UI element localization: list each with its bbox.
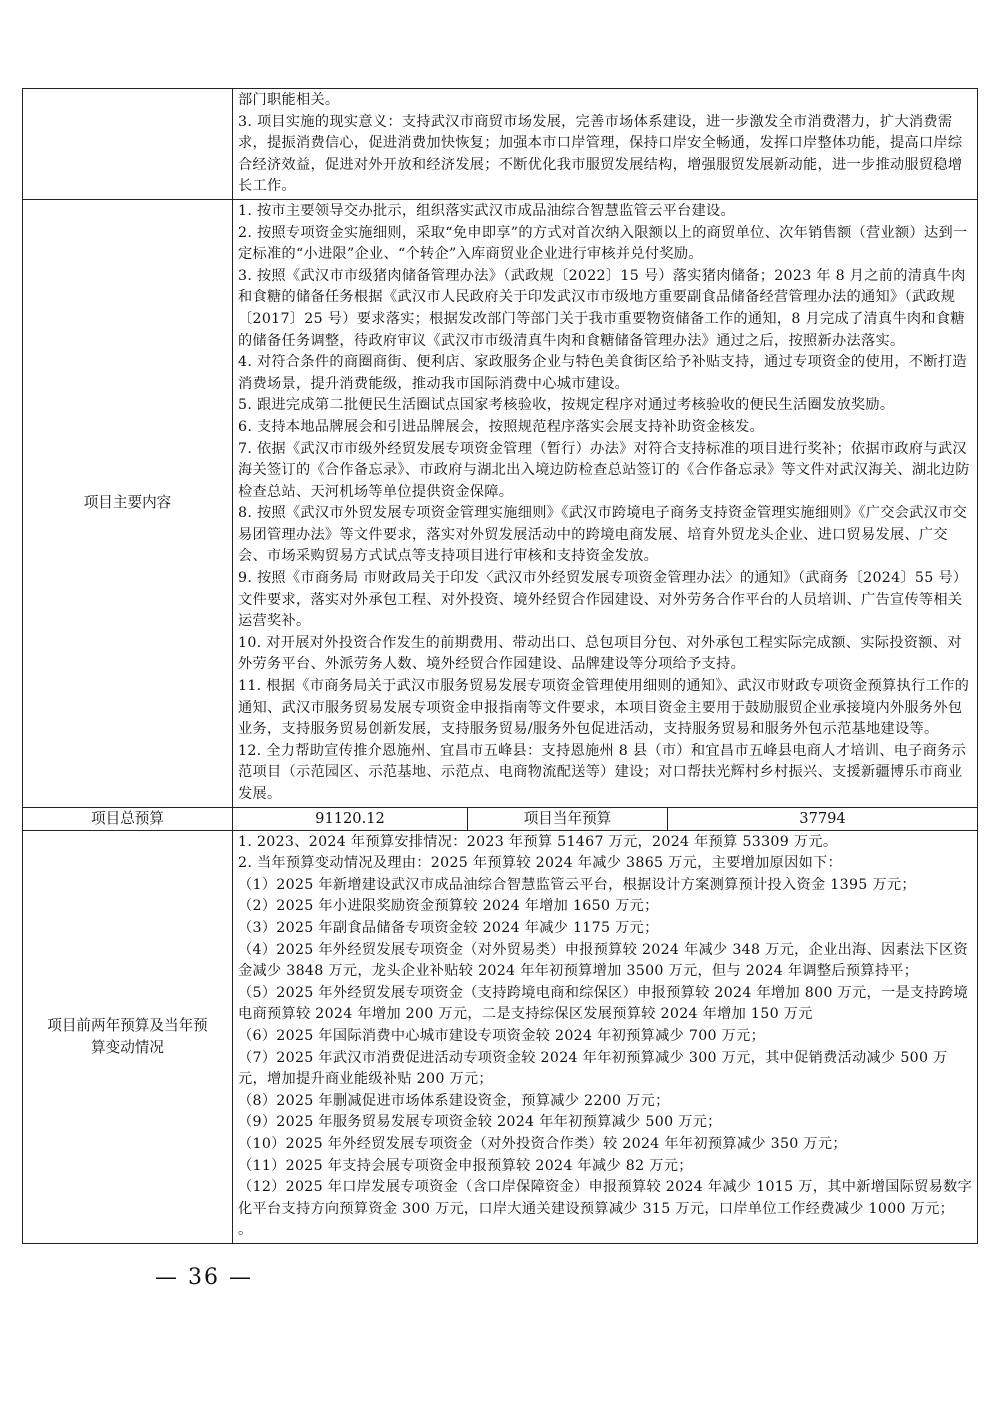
budget-changes-label: 项目前两年预算及当年预算变动情况 [23, 830, 233, 1243]
content-item: 9. 按照《市商务局 市财政局关于印发〈武汉市外经贸发展专项资金管理办法〉的通知》（武商务〔2024〕55 号）文件要求，落实对外承包工程、对外投资、境外经贸合作园建设、对外劳务合作平台的人员培训、广告宣传等相关运营奖补。 [238, 570, 968, 630]
content-item: 12. 全力帮助宣传推介恩施州、宜昌市五峰县：支持恩施州 8 县（市）和宜昌市五峰县电商人才培训、电子商务示范项目（示范园区、示范基地、示范点、电商物流配送等）建设；对口帮扶光辉村乡村振兴、支援新疆博乐市商业发展。 [238, 742, 967, 802]
content-item: 6. 支持本地品牌展会和引进品牌展会，按照规范程序落实会展支持补助资金核发。 [238, 418, 765, 435]
main-content-cell [233, 199, 978, 807]
main-content-label: 项目主要内容 [23, 199, 233, 807]
change-item: （5）2025 年外经贸发展专项资金（支持跨境电商和综保区）申报预算较 2024 年增加 800 万元，一是支持跨境电商预算较 2024 年增加 200 万元，二是支持综保区发展预算较 2024 年增加 150 万元 [238, 984, 968, 1023]
budget-row [23, 807, 978, 830]
change-item: （2）2025 年小进限奖励资金预算较 2024 年增加 1650 万元； [238, 898, 659, 915]
content-item: 5. 跟进完成第二批便民生活圈试点国家考核验收，按规定程序对通过考核验收的便民生活圈发放奖励。 [238, 397, 895, 414]
content-item: 8. 按照《武汉市外贸发展专项资金管理实施细则》《武汉市跨境电子商务支持资金管理实施细则》《广交会武汉市交易团管理办法》等文件要求，落实对外贸发展活动中的跨境电商发展、培育外贸龙头企业、进口贸易发展、广交会、市场采购贸易方式试点等支持项目进行审核和支持资金发放。 [238, 505, 968, 565]
significance-line: 部门职能相关。 [238, 92, 340, 108]
content-item: 1. 按市主要领导交办批示，组织落实武汉市成品油综合智慧监管云平台建设。 [238, 202, 736, 219]
page-number: — 36 — [155, 1265, 253, 1290]
content-item: 11. 根据《市商务局关于武汉市服务贸易发展专项资金管理使用细则的通知》、武汉市财政专项资金预算执行工作的通知、武汉市服务贸易发展专项资金申报指南等文件要求，本项目资金主要用于鼓励服贸企业承接境内外服务外包业务，支持服务贸易创新发展，支持服务贸易/服务外包促进活动，支持服务贸易和服务外包示范基地建设等。 [238, 678, 970, 738]
change-item: （8）2025 年删减促进市场体系建设资金，预算减少 2200 万元； [238, 1092, 670, 1109]
change-item: （4）2025 年外经贸发展专项资金（对外贸易类）申报预算较 2024 年减少 348 万元，企业出海、因素法下区资金减少 3848 万元，龙头企业补贴较 2024 年年初预算增加 3500 万元，但与 2024 年调整后预算持平； [238, 941, 968, 980]
change-item: （3）2025 年副食品储备专项资金较 2024 年减少 1175 万元； [238, 919, 659, 936]
significance-content-cell [233, 89, 978, 200]
content-item: 3. 按照《武汉市市级猪肉储备管理办法》（武政规〔2022〕15 号）落实猪肉储备；2023 年 8 月之前的清真牛肉和食糖的储备任务根据《武汉市人民政府关于印发武汉市市级地方重要副食品储备经营管理办法的通知》（武政规〔2017〕25 号）要求落实；根据发改部门等部门关于我市重要物资储备工作的通知，8 月完成了清真牛肉和食糖的储备任务调整，待政府审议《武汉市市级清真牛肉和食糖储备管理办法》通过之后，按照新办法落实。 [238, 267, 966, 349]
change-item: 2. 当年预算变动情况及理由：2025 年预算较 2024 年减少 3865 万元，主要增加原因如下： [238, 855, 843, 872]
content-item: 10. 对开展对外投资合作发生的前期费用、带动出口、总包项目分包、对外承包工程实际完成额、实际投资额、对外劳务平台、外派劳务人数、境外经贸合作园建设、品牌建设等分项给予支持。 [238, 634, 962, 673]
change-item: 1. 2023、2024 年预算安排情况：2023 年预算 51467 万元，2024 年预算 53309 万元。 [238, 833, 838, 850]
budget-changes-row [23, 830, 978, 1243]
significance-row [23, 89, 978, 200]
total-budget-label: 项目总预算 [23, 807, 233, 830]
total-budget-value: 91120.12 [233, 807, 468, 830]
change-item: （12）2025 年口岸发展专项资金（含口岸保障资金）申报预算较 2024 年减少 1015 万，其中新增国际贸易数字化平台支持方向预算资金 300 万元，口岸大通关建设预算减少 315 万元，口岸单位工作经费减少 1000 万元； [238, 1179, 973, 1217]
change-item: （6）2025 年国际消费中心城市建设专项资金较 2024 年初预算减少 700 万元； [238, 1027, 766, 1044]
significance-line: 3. 项目实施的现实意义：支持武汉市商贸市场发展，完善市场体系建设，进一步激发全市消费潜力，扩大消费需求，提振消费信心，促进消费加快恢复；加强本市口岸管理，保持口岸安全畅通，发挥口岸整体功能，提高口岸综合经济效益，促进对外开放和经济发展；不断优化我市服贸发展结构，增强服贸发展新动能，进一步推动服贸稳增长工作。 [238, 113, 963, 195]
change-item: （10）2025 年外经贸发展专项资金（对外投资合作类）较 2024 年年初预算减少 350 万元； [238, 1135, 847, 1152]
significance-label-cell [23, 89, 233, 200]
current-budget-value: 37794 [668, 807, 978, 830]
change-item: （9）2025 年服务贸易发展专项资金较 2024 年年初预算减少 500 万元； [238, 1114, 722, 1131]
change-item: （11）2025 年支持会展专项资金申报预算较 2024 年减少 82 万元； [238, 1157, 693, 1174]
budget-changes-cell [233, 830, 978, 1243]
main-content-row [23, 199, 978, 807]
change-item: （1）2025 年新增建设武汉市成品油综合智慧监管云平台，根据设计方案测算预计投入资金 1395 万元； [238, 876, 916, 893]
content-item: 2. 按照专项资金实施细则，采取“免申即享”的方式对首次纳入限额以上的商贸单位、次年销售额（营业额）达到一定标准的“小进限”企业、“个转企”入库商贸业企业进行审核并兑付奖励。 [238, 224, 968, 263]
content-item: 7. 依据《武汉市市级外经贸发展专项资金管理（暂行）办法》对符合支持标准的项目进行奖补；依据市政府与武汉海关签订的《合作备忘录》、市政府与湖北出入境边防检查总站签订的《合作备忘录》等文件对武汉海关、湖北边防检查总站、天河机场等单位提供资金保障。 [238, 440, 970, 500]
project-info-table [22, 88, 978, 1244]
change-item: （7）2025 年武汉市消费促进活动专项资金较 2024 年年初预算减少 300 万元，其中促销费活动减少 500 万元，增加提升商业能级补贴 200 万元； [238, 1049, 948, 1088]
change-item: 。 [238, 1222, 253, 1239]
current-budget-label: 项目当年预算 [468, 807, 668, 830]
content-item: 4. 对符合条件的商圈商街、便利店、家政服务企业与特色美食街区给予补贴支持，通过专项资金的使用，不断打造消费场景，提升消费能级，推动我市国际消费中心城市建设。 [238, 354, 967, 392]
